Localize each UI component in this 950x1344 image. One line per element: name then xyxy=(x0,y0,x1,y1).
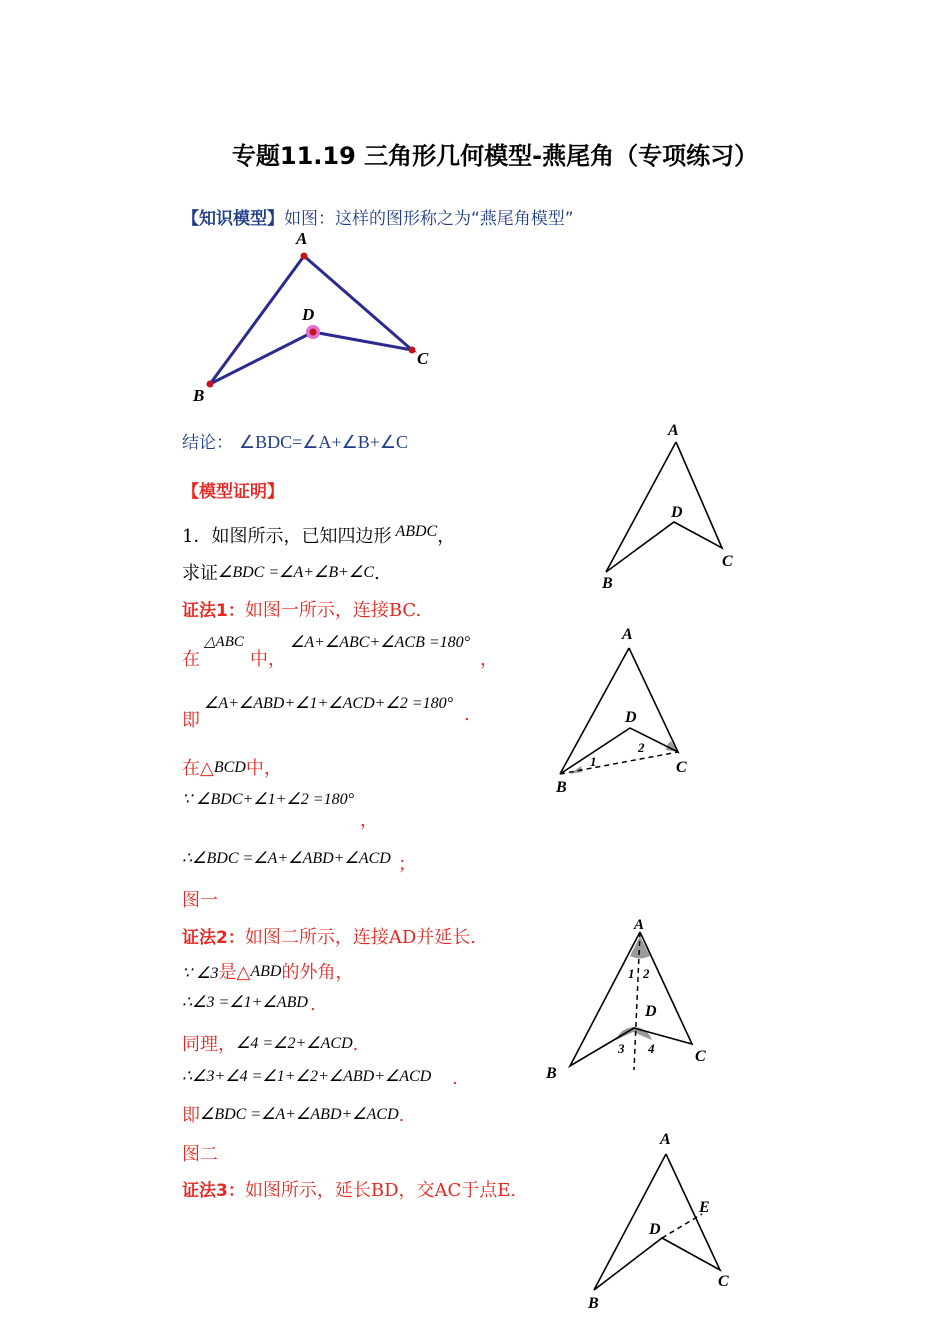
method2-l3-a: 同理， xyxy=(182,1034,236,1055)
label-c: C xyxy=(417,349,429,368)
method1-l3-b: 中， xyxy=(245,758,282,779)
method1-l4-formula: ∵ ∠BDC+∠1+∠2 =180° xyxy=(182,791,354,808)
problem-text: 1．如图所示，已知四边形 xyxy=(182,526,392,547)
intro-text: 如图：这样的图形称之为“燕尾角模型” xyxy=(284,209,574,229)
figure-two xyxy=(540,910,720,1085)
method1-l1-formula: ∠A+∠ABC+∠ACB =180° xyxy=(290,634,471,651)
method3-heading xyxy=(182,1176,516,1202)
problem-line-2 xyxy=(182,559,380,585)
point-d xyxy=(310,329,317,336)
method2-l1-tri: ABD xyxy=(250,963,282,980)
problem-quad: ABDC xyxy=(395,523,438,540)
angle-d-shade xyxy=(616,1027,652,1040)
figure-one xyxy=(548,620,708,800)
label-b: B xyxy=(546,1065,557,1082)
label-c: C xyxy=(676,759,687,776)
problem-outline xyxy=(606,442,722,572)
method1-l5-end: ； xyxy=(398,854,416,875)
label-a: A xyxy=(622,626,633,643)
method1-l4-end: ， xyxy=(360,810,378,831)
problem-comma: ， xyxy=(437,526,456,547)
conclusion-label: 结论： xyxy=(182,433,233,453)
method1-l1-tri: △ABC xyxy=(204,634,244,650)
method1-l2-formula: ∠A+∠ABD+∠1+∠ACD+∠2 =180° xyxy=(204,695,453,712)
point-b xyxy=(207,381,214,388)
figure1-caption: 图一 xyxy=(182,890,218,911)
method3-text: 如图所示，延长BD，交AC于点E. xyxy=(244,1180,517,1201)
method2-l3-end: . xyxy=(352,1034,359,1055)
label-c: C xyxy=(718,1273,729,1290)
label-d: D xyxy=(645,1003,657,1020)
intro-tag: 【知识模型】 xyxy=(182,209,284,229)
point-c xyxy=(409,347,416,354)
method1-head: 证法1： xyxy=(182,601,245,621)
method2-l3 xyxy=(182,1030,358,1056)
method1-l2-a: 即 xyxy=(182,710,200,731)
angle-1-label: 1 xyxy=(590,754,597,769)
conclusion-formula: ∠BDC=∠A+∠B+∠C xyxy=(239,432,409,452)
label-c: C xyxy=(722,553,733,570)
figure2-caption: 图二 xyxy=(182,1144,218,1165)
label-d: D xyxy=(671,504,683,521)
problem-prefix: 求证 xyxy=(182,563,218,584)
proof-heading: 【模型证明】 xyxy=(182,482,284,502)
label-d: D xyxy=(649,1221,661,1238)
method2-l5-a: 即 xyxy=(182,1105,200,1126)
method2-l1-a: 是△ xyxy=(218,962,251,983)
label-e: E xyxy=(699,1199,710,1216)
method2-l3-formula: ∠4 =∠2+∠ACD xyxy=(236,1035,353,1052)
angle-3-label: 3 xyxy=(618,1041,625,1056)
figure-problem xyxy=(592,418,752,593)
method1-l3 xyxy=(182,754,282,780)
method2-heading xyxy=(182,923,476,949)
conclusion-line xyxy=(182,428,408,453)
label-a: A xyxy=(668,422,679,439)
method1-l3-tri: BCD xyxy=(213,759,246,776)
figure-three xyxy=(578,1122,748,1322)
method2-l2-end: . xyxy=(310,994,316,1015)
figure-model xyxy=(180,228,450,408)
method1-l1-b: 中， xyxy=(250,649,286,670)
label-b: B xyxy=(588,1295,599,1312)
method2-l4-end: . xyxy=(452,1068,458,1089)
label-b: B xyxy=(602,575,613,592)
problem-line-1 xyxy=(182,522,455,548)
angle-2-label: 2 xyxy=(638,740,645,755)
label-d: D xyxy=(302,305,315,324)
method2-text: 如图二所示，连接AD并延长. xyxy=(244,927,476,948)
problem-formula: ∠BDC =∠A+∠B+∠C xyxy=(218,564,374,581)
angle-2-label: 2 xyxy=(643,966,650,981)
method2-l2-formula: ∴∠3 =∠1+∠ABD xyxy=(182,994,308,1011)
label-a: A xyxy=(296,229,308,248)
intro-line xyxy=(182,204,574,229)
method2-l5-end: . xyxy=(398,1105,405,1126)
method2-head: 证法2： xyxy=(182,928,245,948)
angle-1-label: 1 xyxy=(628,966,635,981)
problem-period: . xyxy=(373,563,380,584)
method1-l5-formula: ∴∠BDC =∠A+∠ABD+∠ACD xyxy=(182,850,391,867)
method1-text: 如图一所示，连接BC. xyxy=(244,600,422,621)
label-d: D xyxy=(625,709,637,726)
method1-l1-end: ， xyxy=(480,649,498,670)
method1-l1-a: 在 xyxy=(182,649,200,670)
method1-heading xyxy=(182,596,421,622)
label-b: B xyxy=(193,386,205,405)
point-a xyxy=(301,253,308,260)
dashed-de xyxy=(662,1214,702,1238)
label-c: C xyxy=(695,1048,706,1065)
label-a: A xyxy=(660,1131,671,1148)
method3-head: 证法3： xyxy=(182,1181,245,1201)
label-b: B xyxy=(556,779,567,796)
method1-l2-end: . xyxy=(464,704,470,725)
method2-l1 xyxy=(182,958,353,984)
label-a: A xyxy=(634,917,645,933)
page-title: 专题11.19 三角形几何模型-燕尾角（专项练习） xyxy=(231,142,759,170)
angle-4-label: 4 xyxy=(648,1041,655,1056)
method2-l1-formula: ∵ ∠3 xyxy=(182,965,219,982)
method2-l5-formula: ∠BDC =∠A+∠ABD+∠ACD xyxy=(200,1106,399,1123)
method2-l5 xyxy=(182,1101,404,1127)
method2-l1-b: 的外角， xyxy=(281,962,354,983)
figure-two-outline xyxy=(570,932,692,1066)
method2-l4-formula: ∴∠3+∠4 =∠1+∠2+∠ABD+∠ACD xyxy=(182,1068,432,1085)
method1-l3-a: 在△ xyxy=(182,758,214,779)
